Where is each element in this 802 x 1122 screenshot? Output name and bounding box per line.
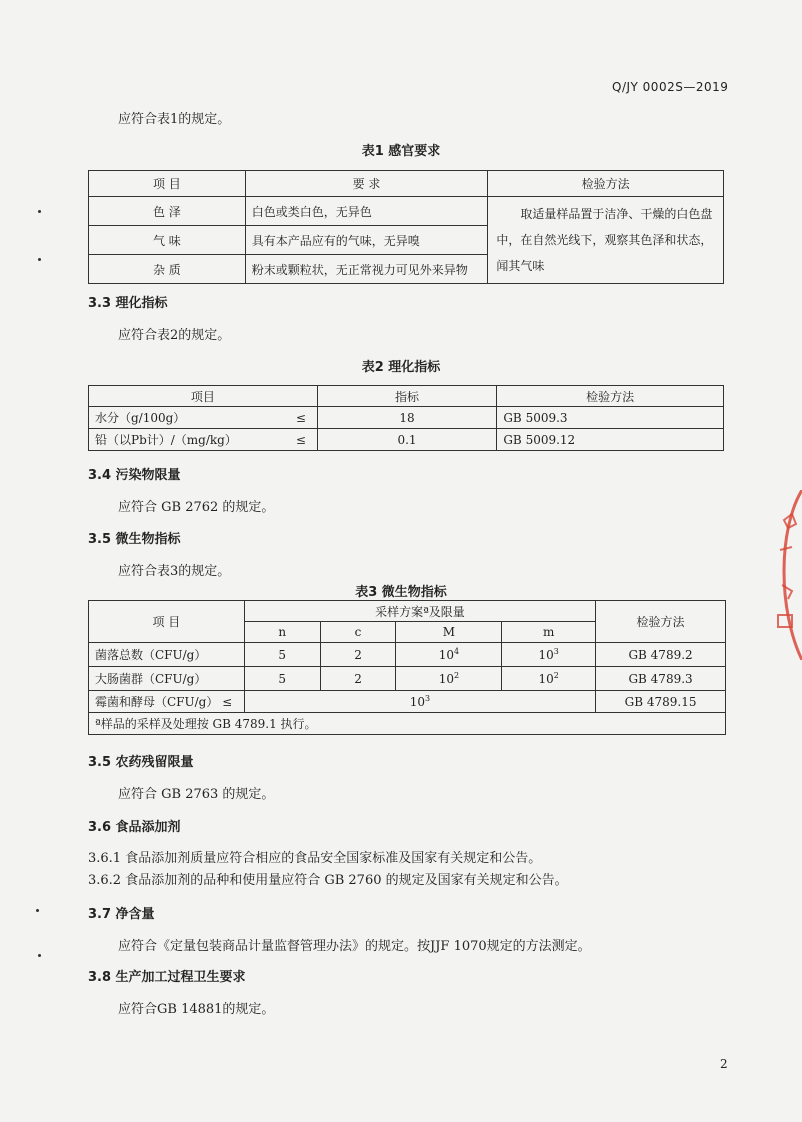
table-row	[89, 691, 726, 713]
section-3-6-heading: 3.6 食品添加剂	[88, 820, 181, 835]
power-exponent: 3	[553, 647, 559, 656]
table3-row-item: 大肠菌群（CFU/g）	[89, 667, 245, 691]
table2-row-value: 0.1	[317, 429, 497, 451]
table3-sub-m: m	[502, 622, 596, 643]
power-exponent: 2	[453, 671, 460, 680]
table3-sub-c: c	[320, 622, 396, 643]
table1-header-requirement: 要 求	[245, 171, 488, 197]
table-row	[89, 713, 726, 735]
table1-row-requirement: 白色或类白色，无异色	[245, 197, 488, 226]
scan-speck	[36, 909, 39, 912]
table-row	[89, 197, 724, 226]
power-base: 10	[538, 648, 554, 662]
table2-header-item: 项目	[89, 386, 318, 407]
section-3-6-2: 3.6.2 食品添加剂的品种和使用量应符合 GB 2760 的规定及国家有关规定和公告。	[88, 873, 568, 888]
table2-header-value: 指标	[317, 386, 497, 407]
table2-header-method: 检验方法	[497, 386, 724, 407]
table1-row-item: 色 泽	[89, 197, 246, 226]
table3-row-M	[396, 643, 502, 667]
table2-row-method: GB 5009.3	[497, 407, 724, 429]
scan-speck	[38, 258, 41, 261]
table2	[88, 385, 724, 451]
table3-header-plan: 采样方案ª及限量	[244, 601, 595, 622]
table1-row-item: 杂 质	[89, 255, 246, 284]
table2-row-value: 18	[317, 407, 497, 429]
table3-row-m	[502, 667, 596, 691]
section-3-5b-text: 应符合 GB 2763 的规定。	[118, 787, 275, 802]
table1-method: 取适量样品置于洁净、干燥的白色盘中，在自然光线下，观察其色泽和状态，闻其气味	[488, 197, 724, 284]
section-3-5-heading: 3.5 微生物指标	[88, 532, 181, 547]
table-row	[89, 643, 726, 667]
section-3-5b-heading: 3.5 农药残留限量	[88, 755, 194, 770]
table3-row-m	[502, 643, 596, 667]
table3-row-item: 菌落总数（CFU/g）	[89, 643, 245, 667]
table3-row-method: GB 4789.2	[596, 643, 726, 667]
table3	[88, 600, 726, 735]
table3-row-n: 5	[244, 643, 320, 667]
seal-stamp	[770, 490, 802, 660]
table3-row-M	[396, 667, 502, 691]
table3-sub-n: n	[244, 622, 320, 643]
section-3-4-heading: 3.4 污染物限量	[88, 468, 181, 483]
table2-row-method: GB 5009.12	[497, 429, 724, 451]
table1-header-method: 检验方法	[488, 171, 724, 197]
intro-text: 应符合表1的规定。	[118, 112, 231, 127]
power-exponent: 3	[425, 694, 431, 703]
power-base: 10	[438, 648, 454, 662]
section-3-7-heading: 3.7 净含量	[88, 907, 155, 922]
power-base: 10	[538, 672, 554, 686]
table1-caption: 表1 感官要求	[361, 144, 441, 159]
table3-caption: 表3 微生物指标	[355, 585, 447, 600]
table1	[88, 170, 724, 284]
table3-row-c: 2	[320, 667, 396, 691]
table-row	[89, 407, 724, 429]
table1-row-requirement: 粉末或颗粒状，无正常视力可见外来异物	[245, 255, 488, 284]
table3-row-n: 5	[244, 667, 320, 691]
table3-footnote: ª样品的采样及处理按 GB 4789.1 执行。	[89, 713, 726, 735]
table2-row-item: 铅（以Pb计）/（mg/kg）	[89, 429, 286, 451]
section-3-8-heading: 3.8 生产加工过程卫生要求	[88, 970, 246, 985]
table1-row-requirement: 具有本产品应有的气味，无异嗅	[245, 226, 488, 255]
table3-mold-method: GB 4789.15	[596, 691, 726, 713]
table2-row-operator: ≤	[285, 407, 317, 429]
page-number: 2	[720, 1057, 728, 1071]
table2-caption: 表2 理化指标	[361, 360, 441, 375]
scan-speck	[38, 210, 41, 213]
table3-sub-M: M	[396, 622, 502, 643]
table1-header-item: 项 目	[89, 171, 246, 197]
section-3-3-heading: 3.3 理化指标	[88, 296, 168, 311]
table-row	[89, 667, 726, 691]
table3-mold-item: 霉菌和酵母（CFU/g） ≤	[89, 691, 245, 713]
power-exponent: 2	[553, 671, 559, 680]
table3-mold-value	[244, 691, 595, 713]
table1-row-item: 气 味	[89, 226, 246, 255]
section-3-5-text: 应符合表3的规定。	[118, 564, 231, 579]
section-3-6-1: 3.6.1 食品添加剂质量应符合相应的食品安全国家标准及国家有关规定和公告。	[88, 851, 542, 866]
table2-row-item: 水分（g/100g）	[89, 407, 286, 429]
table3-row-c: 2	[320, 643, 396, 667]
table3-header-method: 检验方法	[596, 601, 726, 643]
scan-speck	[38, 954, 41, 957]
table3-header-item: 项 目	[89, 601, 245, 643]
power-base: 10	[438, 672, 454, 686]
table-row	[89, 429, 724, 451]
section-3-8-text: 应符合GB 14881的规定。	[118, 1002, 275, 1017]
power-exponent: 4	[453, 647, 460, 656]
section-3-3-text: 应符合表2的规定。	[118, 328, 231, 343]
section-3-7-text: 应符合《定量包装商品计量监督管理办法》的规定。按JJF 1070规定的方法测定。	[118, 939, 591, 954]
table2-row-operator: ≤	[285, 429, 317, 451]
document-code: Q/JY 0002S—2019	[612, 80, 729, 94]
section-3-4-text: 应符合 GB 2762 的规定。	[118, 500, 275, 515]
table3-row-method: GB 4789.3	[596, 667, 726, 691]
power-base: 10	[409, 695, 426, 709]
